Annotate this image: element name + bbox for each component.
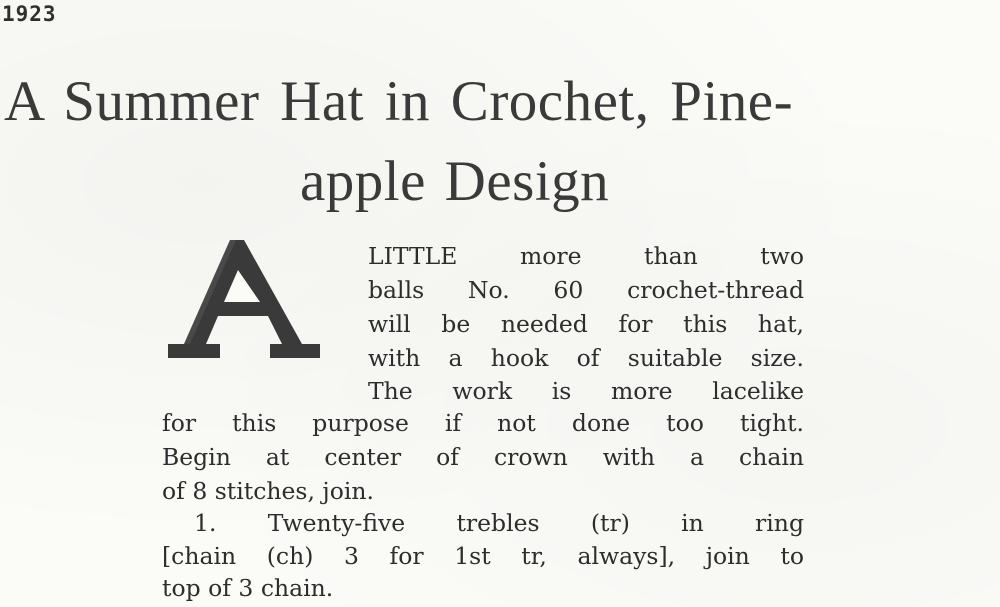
- body-line-1: LITTLE more than two: [368, 242, 804, 270]
- article-title-line-2: apple Design: [300, 150, 610, 213]
- body-line-11: top of 3 chain.: [162, 574, 334, 602]
- body-line-6: for this purpose if not done too tight.: [162, 409, 804, 437]
- body-line-5: The work is more lacelike: [368, 377, 804, 405]
- article-title: [0, 62, 1000, 222]
- body-line-10: [chain (ch) 3 for 1st tr, always], join to: [162, 542, 804, 570]
- body-line-9: 1. Twenty-five trebles (tr) in ring: [194, 509, 804, 537]
- body-line-2: balls No. 60 crochet-thread: [368, 276, 804, 304]
- body-line-4: with a hook of suitable size.: [368, 344, 804, 372]
- body-line-7: Begin at center of crown with a chain: [162, 443, 804, 471]
- body-line-3: will be needed for this hat,: [368, 310, 804, 338]
- article-title-line-1: A Summer Hat in Crochet, Pine-: [4, 70, 794, 133]
- body-line-8: of 8 stitches, join.: [162, 477, 374, 505]
- year-header: 1923: [2, 2, 57, 26]
- drop-cap-letter-a: [160, 236, 330, 362]
